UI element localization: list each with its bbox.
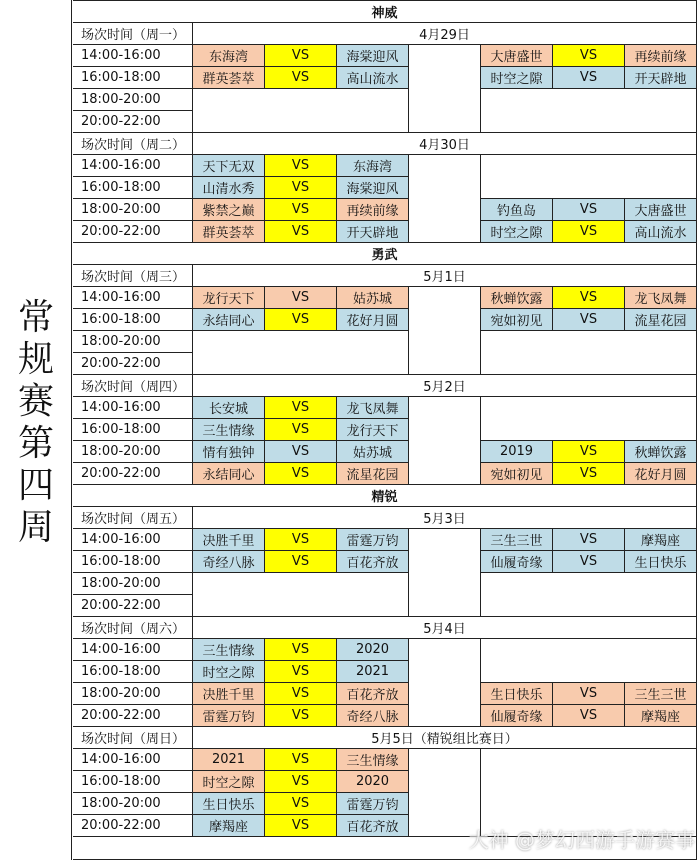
time-slot: 18:00-20:00 bbox=[73, 683, 193, 705]
vs-label: VS bbox=[265, 771, 337, 793]
gap-column bbox=[409, 397, 481, 485]
time-slot: 16:00-18:00 bbox=[73, 661, 193, 683]
side-title-char: 常 bbox=[17, 297, 54, 338]
date-header: 4月29日 bbox=[193, 23, 697, 45]
vs-label: VS bbox=[265, 529, 337, 551]
empty-block bbox=[193, 331, 409, 375]
team-name: 摩羯座 bbox=[625, 529, 697, 551]
team-name: 三生三世 bbox=[625, 683, 697, 705]
empty-block bbox=[481, 89, 697, 133]
vs-label: VS bbox=[553, 705, 625, 727]
time-slot: 16:00-18:00 bbox=[73, 771, 193, 793]
vs-label: VS bbox=[265, 45, 337, 67]
empty-block bbox=[481, 397, 697, 441]
vs-label: VS bbox=[265, 221, 337, 243]
vs-label: VS bbox=[553, 463, 625, 485]
team-name: 决胜千里 bbox=[193, 683, 265, 705]
time-slot: 14:00-16:00 bbox=[73, 287, 193, 309]
time-slot: 14:00-16:00 bbox=[73, 639, 193, 661]
time-slot: 20:00-22:00 bbox=[73, 595, 193, 617]
vs-label: VS bbox=[265, 199, 337, 221]
date-header: 5月1日 bbox=[193, 265, 697, 287]
vs-label: VS bbox=[265, 683, 337, 705]
time-slot: 18:00-20:00 bbox=[73, 199, 193, 221]
watermark: 大神 @梦幻西游手游赛事 bbox=[468, 827, 695, 852]
team-name: 开天辟地 bbox=[625, 67, 697, 89]
time-slot: 20:00-22:00 bbox=[73, 353, 193, 375]
vs-label: VS bbox=[265, 551, 337, 573]
side-title-char: 第 bbox=[17, 423, 54, 464]
time-slot: 20:00-22:00 bbox=[73, 815, 193, 837]
date-header: 5月3日 bbox=[193, 507, 697, 529]
team-name: 姑苏城 bbox=[337, 441, 409, 463]
team-name: 开天辟地 bbox=[337, 221, 409, 243]
team-name: 永结同心 bbox=[193, 463, 265, 485]
team-name: 时空之隙 bbox=[481, 221, 553, 243]
time-slot: 16:00-18:00 bbox=[73, 419, 193, 441]
date-header: 4月30日 bbox=[193, 133, 697, 155]
vs-label: VS bbox=[265, 177, 337, 199]
gap-column bbox=[409, 749, 481, 837]
vs-label: VS bbox=[553, 683, 625, 705]
team-name: 雷霆万钧 bbox=[337, 529, 409, 551]
team-name: 山清水秀 bbox=[193, 177, 265, 199]
side-title-char: 四 bbox=[17, 465, 54, 506]
team-name: 奇经八脉 bbox=[193, 551, 265, 573]
team-name: 花好月圆 bbox=[625, 463, 697, 485]
gap-column bbox=[409, 155, 481, 243]
vs-label: VS bbox=[265, 639, 337, 661]
team-name: 时空之隙 bbox=[193, 771, 265, 793]
time-slot: 14:00-16:00 bbox=[73, 397, 193, 419]
team-name: 高山流水 bbox=[337, 67, 409, 89]
vs-label: VS bbox=[265, 287, 337, 309]
team-name: 百花齐放 bbox=[337, 683, 409, 705]
team-name: 秋蝉饮露 bbox=[481, 287, 553, 309]
vs-label: VS bbox=[265, 419, 337, 441]
side-title-char: 赛 bbox=[17, 381, 54, 422]
vs-label: VS bbox=[553, 287, 625, 309]
team-name: 三生三世 bbox=[481, 529, 553, 551]
section-header: 神威 bbox=[73, 1, 697, 23]
day-label: 场次时间（周日） bbox=[73, 727, 193, 749]
side-title-char: 周 bbox=[17, 507, 54, 548]
time-slot: 18:00-20:00 bbox=[73, 331, 193, 353]
vs-label: VS bbox=[265, 441, 337, 463]
time-slot: 20:00-22:00 bbox=[73, 221, 193, 243]
team-name: 生日快乐 bbox=[625, 551, 697, 573]
team-name: 摩羯座 bbox=[193, 815, 265, 837]
team-name: 三生情缘 bbox=[337, 749, 409, 771]
empty-block bbox=[481, 639, 697, 683]
time-slot: 14:00-16:00 bbox=[73, 45, 193, 67]
team-name: 2021 bbox=[193, 749, 265, 771]
team-name: 再续前缘 bbox=[625, 45, 697, 67]
vs-label: VS bbox=[553, 529, 625, 551]
team-name: 海棠迎风 bbox=[337, 45, 409, 67]
vs-label: VS bbox=[265, 155, 337, 177]
vs-label: VS bbox=[553, 441, 625, 463]
team-name: 2021 bbox=[337, 661, 409, 683]
time-slot: 18:00-20:00 bbox=[73, 89, 193, 111]
vs-label: VS bbox=[553, 45, 625, 67]
team-name: 奇经八脉 bbox=[337, 705, 409, 727]
time-slot: 16:00-18:00 bbox=[73, 67, 193, 89]
time-slot: 18:00-20:00 bbox=[73, 441, 193, 463]
team-name: 群英荟萃 bbox=[193, 67, 265, 89]
team-name: 流星花园 bbox=[625, 309, 697, 331]
team-name: 大唐盛世 bbox=[625, 199, 697, 221]
team-name: 紫禁之巅 bbox=[193, 199, 265, 221]
team-name: 龙行天下 bbox=[337, 419, 409, 441]
date-header: 5月2日 bbox=[193, 375, 697, 397]
time-slot: 20:00-22:00 bbox=[73, 111, 193, 133]
team-name: 宛如初见 bbox=[481, 309, 553, 331]
gap-column bbox=[409, 287, 481, 375]
vs-label: VS bbox=[265, 815, 337, 837]
team-name: 宛如初见 bbox=[481, 463, 553, 485]
day-label: 场次时间（周二） bbox=[73, 133, 193, 155]
team-name: 流星花园 bbox=[337, 463, 409, 485]
empty-block bbox=[193, 573, 409, 617]
team-name: 再续前缘 bbox=[337, 199, 409, 221]
time-slot: 20:00-22:00 bbox=[73, 705, 193, 727]
empty-block bbox=[193, 89, 409, 133]
team-name: 百花齐放 bbox=[337, 815, 409, 837]
empty-block bbox=[481, 749, 697, 837]
team-name: 2019 bbox=[481, 441, 553, 463]
team-name: 生日快乐 bbox=[481, 683, 553, 705]
team-name: 海棠迎风 bbox=[337, 177, 409, 199]
vs-label: VS bbox=[265, 397, 337, 419]
vs-label: VS bbox=[265, 793, 337, 815]
team-name: 情有独钟 bbox=[193, 441, 265, 463]
team-name: 雷霆万钧 bbox=[193, 705, 265, 727]
vs-label: VS bbox=[553, 309, 625, 331]
vs-label: VS bbox=[553, 67, 625, 89]
time-slot: 16:00-18:00 bbox=[73, 309, 193, 331]
team-name: 仙履奇缘 bbox=[481, 705, 553, 727]
day-label: 场次时间（周五） bbox=[73, 507, 193, 529]
team-name: 时空之隙 bbox=[193, 661, 265, 683]
vs-label: VS bbox=[553, 551, 625, 573]
team-name: 2020 bbox=[337, 771, 409, 793]
vs-label: VS bbox=[265, 661, 337, 683]
vs-label: VS bbox=[265, 67, 337, 89]
team-name: 高山流水 bbox=[625, 221, 697, 243]
vs-label: VS bbox=[265, 309, 337, 331]
date-header: 5月5日（精锐组比赛日） bbox=[193, 727, 697, 749]
team-name: 2020 bbox=[337, 639, 409, 661]
time-slot: 14:00-16:00 bbox=[73, 749, 193, 771]
vs-label: VS bbox=[553, 199, 625, 221]
team-name: 永结同心 bbox=[193, 309, 265, 331]
gap-column bbox=[409, 529, 481, 617]
team-name: 东海湾 bbox=[337, 155, 409, 177]
team-name: 东海湾 bbox=[193, 45, 265, 67]
date-header: 5月4日 bbox=[193, 617, 697, 639]
empty-block bbox=[481, 573, 697, 617]
day-label: 场次时间（周四） bbox=[73, 375, 193, 397]
team-name: 秋蝉饮露 bbox=[625, 441, 697, 463]
day-label: 场次时间（周六） bbox=[73, 617, 193, 639]
team-name: 三生情缘 bbox=[193, 639, 265, 661]
team-name: 天下无双 bbox=[193, 155, 265, 177]
empty-footer bbox=[73, 837, 697, 860]
time-slot: 14:00-16:00 bbox=[73, 529, 193, 551]
team-name: 决胜千里 bbox=[193, 529, 265, 551]
side-title-char: 规 bbox=[17, 339, 54, 380]
day-label: 场次时间（周三） bbox=[73, 265, 193, 287]
time-slot: 18:00-20:00 bbox=[73, 793, 193, 815]
team-name: 姑苏城 bbox=[337, 287, 409, 309]
empty-block bbox=[481, 331, 697, 375]
vs-label: VS bbox=[265, 705, 337, 727]
empty-block bbox=[481, 155, 697, 199]
team-name: 龙行天下 bbox=[193, 287, 265, 309]
team-name: 花好月圆 bbox=[337, 309, 409, 331]
team-name: 三生情缘 bbox=[193, 419, 265, 441]
team-name: 仙履奇缘 bbox=[481, 551, 553, 573]
vs-label: VS bbox=[553, 221, 625, 243]
time-slot: 16:00-18:00 bbox=[73, 177, 193, 199]
time-slot: 14:00-16:00 bbox=[73, 155, 193, 177]
team-name: 龙飞凤舞 bbox=[337, 397, 409, 419]
time-slot: 20:00-22:00 bbox=[73, 463, 193, 485]
day-label: 场次时间（周一） bbox=[73, 23, 193, 45]
team-name: 生日快乐 bbox=[193, 793, 265, 815]
team-name: 百花齐放 bbox=[337, 551, 409, 573]
vs-label: VS bbox=[265, 749, 337, 771]
gap-column bbox=[409, 45, 481, 133]
team-name: 龙飞凤舞 bbox=[625, 287, 697, 309]
vs-label: VS bbox=[265, 463, 337, 485]
section-header: 勇武 bbox=[73, 243, 697, 265]
time-slot: 16:00-18:00 bbox=[73, 551, 193, 573]
gap-column bbox=[409, 639, 481, 727]
team-name: 时空之隙 bbox=[481, 67, 553, 89]
team-name: 长安城 bbox=[193, 397, 265, 419]
time-slot: 18:00-20:00 bbox=[73, 573, 193, 595]
team-name: 大唐盛世 bbox=[481, 45, 553, 67]
team-name: 雷霆万钧 bbox=[337, 793, 409, 815]
section-header: 精锐 bbox=[73, 485, 697, 507]
team-name: 钓鱼岛 bbox=[481, 199, 553, 221]
team-name: 摩羯座 bbox=[625, 705, 697, 727]
team-name: 群英荟萃 bbox=[193, 221, 265, 243]
